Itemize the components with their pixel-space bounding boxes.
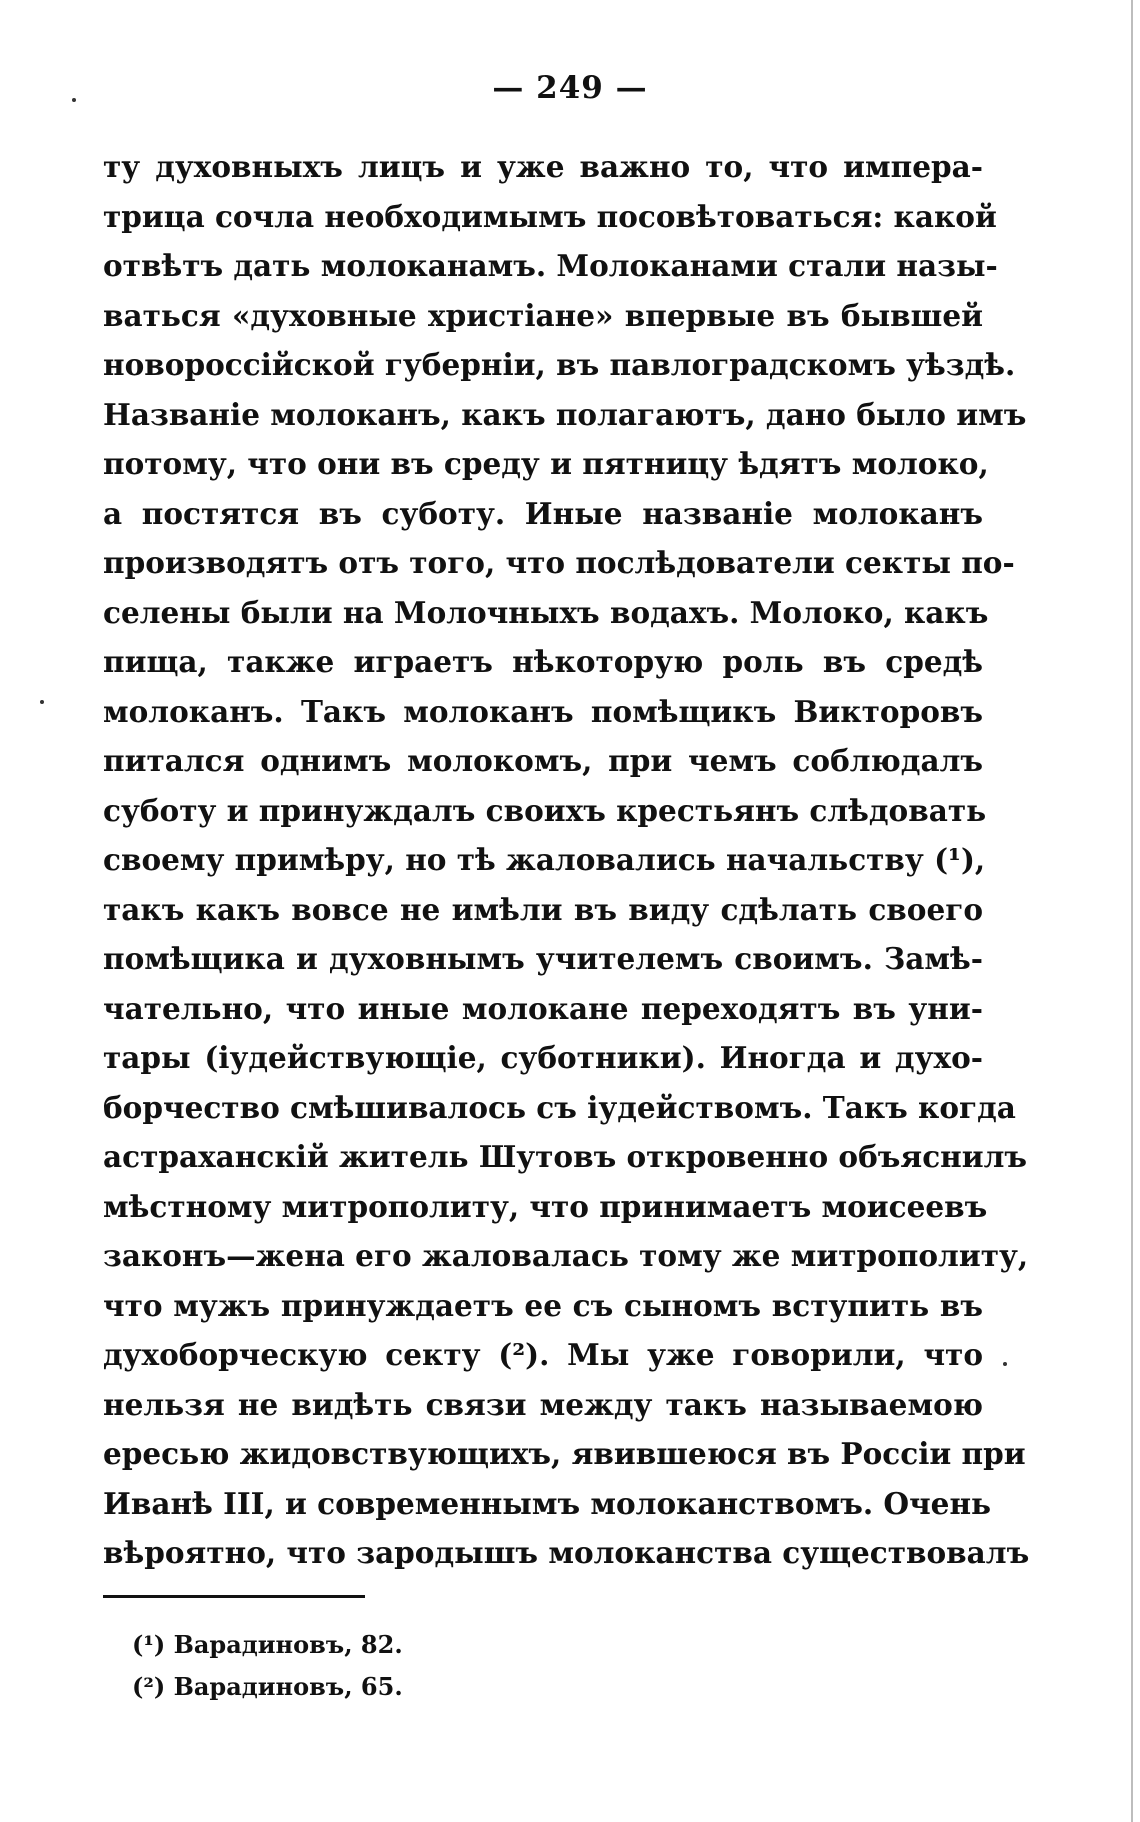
text-line: чательно, что иные молокане переходятъ въ уни-	[103, 990, 983, 1026]
text-line: ту духовныхъ лицъ и уже важно то, что импера-	[103, 149, 983, 184]
text-line: законъ—жена его жаловалась тому же митрополиту,	[103, 1238, 1029, 1273]
page-number: — 249 —	[492, 70, 648, 106]
footnote-divider	[103, 1595, 365, 1598]
text-line: а постятся въ суботу. Иные названіе молоканъ	[103, 495, 983, 531]
text-line: астраханскій житель Шутовъ откровенно объяснилъ	[103, 1139, 1028, 1174]
text-line: потому, что они въ среду и пятницу ѣдятъ молоко,	[103, 446, 989, 481]
text-line: новороссійской губерніи, въ павлоградскомъ уѣздѣ.	[103, 347, 1016, 382]
text-line: трица сочла необходимымъ посовѣтоваться: какой	[103, 198, 997, 234]
text-line: Названіе молоканъ, какъ полагаютъ, дано было имъ	[103, 396, 1027, 432]
text-line: питался однимъ молокомъ, при чемъ соблюдалъ	[103, 743, 983, 778]
text-line: Иванѣ III, и современнымъ молоканствомъ. Очень	[103, 1485, 992, 1521]
text-line: что мужъ принуждаетъ ее съ сыномъ вступить въ	[103, 1287, 983, 1323]
main-text	[103, 142, 1030, 1578]
text-line: отвѣтъ дать молоканамъ. Молоканами стали назы-	[103, 248, 998, 283]
text-line: своему примѣру, но тѣ жаловались начальству (¹),	[103, 842, 986, 877]
text-line: суботу и принуждалъ своихъ крестьянъ слѣдовать	[103, 792, 987, 828]
footnote-1: (¹) Варадиновъ, 82.	[132, 1630, 403, 1659]
text-line: пища, также играетъ нѣкоторую роль въ средѣ	[103, 644, 983, 679]
text-line: такъ какъ вовсе не имѣли въ виду сдѣлать своего	[103, 891, 983, 927]
text-line: нельзя не видѣть связи между такъ называемою	[103, 1386, 983, 1422]
text-line: селены были на Молочныхъ водахъ. Молоко, какъ	[103, 594, 989, 630]
text-line: тары (іудействующіе, суботники). Иногда и духо-	[103, 1040, 983, 1075]
text-line: помѣщика и духовнымъ учителемъ своимъ. Замѣ-	[103, 941, 983, 976]
text-line: молоканъ. Такъ молоканъ помѣщикъ Викторовъ	[103, 693, 983, 729]
page-edge-line	[1131, 0, 1133, 1822]
print-speck	[40, 700, 44, 704]
text-line: вѣроятно, что зародышъ молоканства существовалъ	[103, 1535, 1030, 1570]
text-line: ваться «духовные христіане» впервые въ бывшей	[103, 297, 983, 333]
print-speck	[72, 98, 76, 102]
text-line: духоборческую секту (²). Мы уже говорили, что	[103, 1337, 983, 1372]
text-line: борчество смѣшивалось съ іудействомъ. Такъ когда	[103, 1089, 1016, 1125]
footnote-2: (²) Варадиновъ, 65.	[132, 1672, 403, 1701]
text-line: мѣстному митрополиту, что принимаетъ моисеевъ	[103, 1188, 988, 1224]
footnotes	[132, 1624, 403, 1708]
text-line: производятъ отъ того, что послѣдователи секты по-	[103, 545, 1015, 580]
text-line: ересью жидовствующихъ, явившеюся въ Россіи при	[103, 1436, 1026, 1471]
print-speck	[1003, 1362, 1007, 1366]
